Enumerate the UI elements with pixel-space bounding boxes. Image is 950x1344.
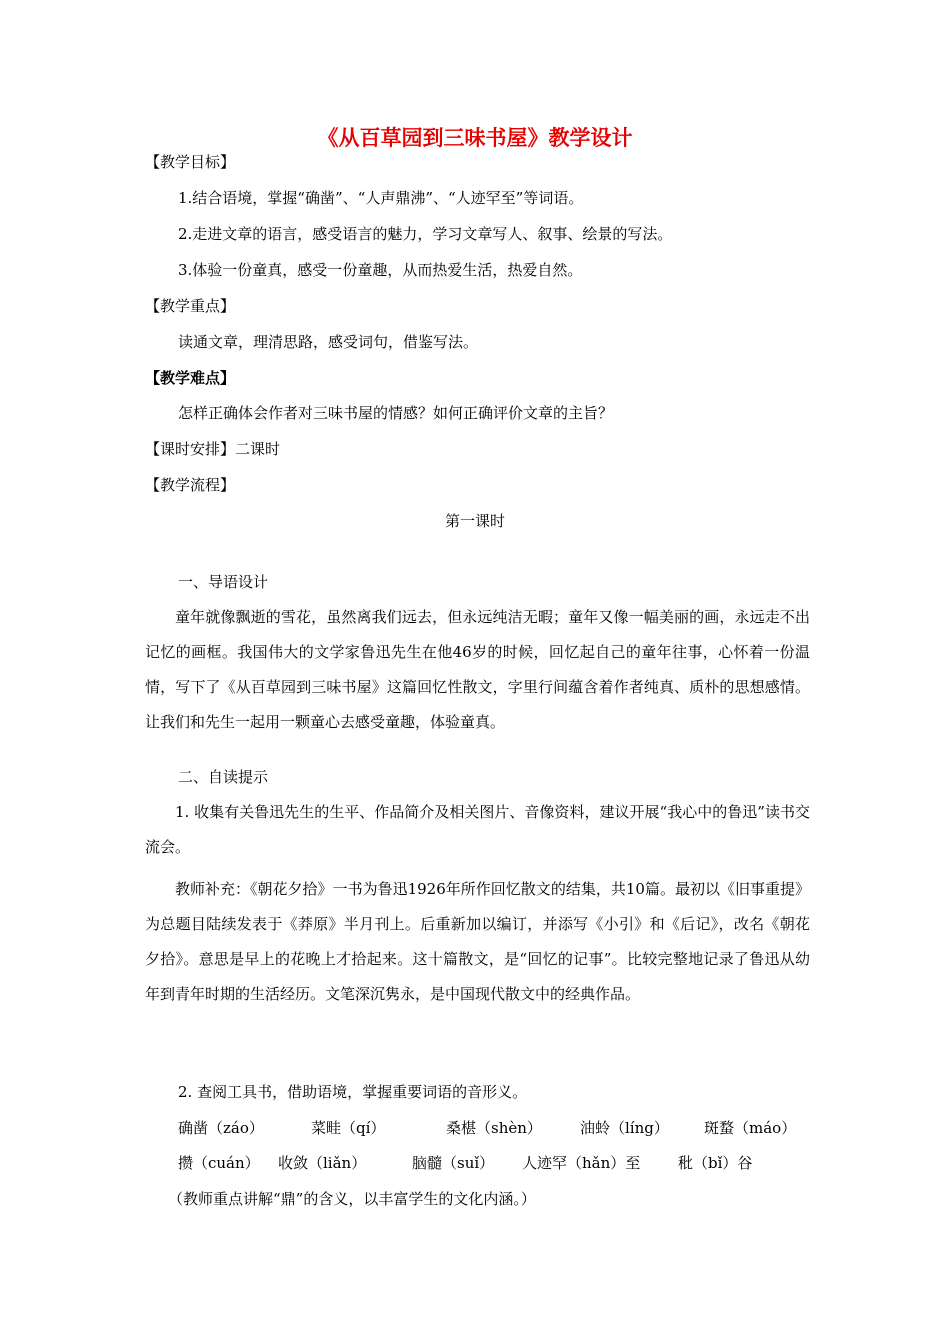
vocab-word: 桑椹（shèn） xyxy=(446,1119,542,1137)
vocab-word: 人迹罕（hǎn）至 xyxy=(522,1154,641,1172)
vocab-word: 秕（bǐ）谷 xyxy=(678,1154,753,1172)
lesson-one-heading: 第一课时 xyxy=(444,512,505,530)
goal-item-3: 3.体验一份童真，感受一份童趣，从而热爱生活，热爱自然。 xyxy=(178,261,583,279)
section1-paragraph xyxy=(145,600,810,740)
schedule-line: 【课时安排】二课时 xyxy=(145,440,281,458)
vocab-word: 油蛉（líng） xyxy=(580,1119,669,1137)
process-heading: 【教学流程】 xyxy=(145,476,236,494)
vocab-word: 斑蝥（máo） xyxy=(704,1119,797,1137)
section2-item1-block xyxy=(145,795,810,865)
section1-heading: 一、导语设计 xyxy=(178,573,269,591)
section2-heading: 二、自读提示 xyxy=(178,768,269,786)
vocab-word: 攒（cuán） xyxy=(178,1154,260,1172)
difficulty-heading: 【教学难点】 xyxy=(145,369,236,387)
goals-heading: 【教学目标】 xyxy=(145,153,236,171)
teacher-focus-note: （教师重点讲解“鼎”的含义，以丰富学生的文化内涵。） xyxy=(168,1190,536,1208)
focus-heading: 【教学重点】 xyxy=(145,297,236,315)
intro-paragraph: 童年就像飘逝的雪花，虽然离我们远去，但永远纯洁无暇；童年又像一幅美丽的画，永远走不出记忆的画框。我国伟大的文学家鲁迅先生在他46岁的时候，回忆起自己的童年往事，心怀着一份温情，写下了《从百草园到三味书屋》这篇回忆性散文，字里行间蕴含着作者纯真、质朴的思想感情。让我们和先生一起用一颗童心去感受童趣，体验童真。 xyxy=(145,608,810,731)
difficulty-text: 怎样正确体会作者对三味书屋的情感？如何正确评价文章的主旨？ xyxy=(178,404,614,422)
teacher-note: 教师补充：《朝花夕拾》一书为鲁迅1926年所作回忆散文的结集，共10篇。最初以《旧事重提》为总题目陆续发表于《莽原》半月刊上。后重新加以编订，并添写《小引》和《后记》，改名《朝花夕拾》。意思是早上的花晚上才拾起来。这十篇散文，是“回忆的记事”。比较完整地记录了鲁迅从幼年到青年时期的生活经历。文笔深沉隽永，是中国现代散文中的经典作品。 xyxy=(145,880,810,1003)
section2-item1: 1. 收集有关鲁迅先生的生平、作品简介及相关图片、音像资料，建议开展“我心中的鲁迅”读书交流会。 xyxy=(145,803,810,856)
vocab-word: 确凿（záo） xyxy=(178,1119,264,1137)
vocab-word: 收敛（liǎn） xyxy=(278,1154,367,1172)
goal-item-2: 2.走进文章的语言，感受语言的魅力，学习文章写人、叙事、绘景的写法。 xyxy=(178,225,673,243)
vocab-word: 脑髓（suǐ） xyxy=(412,1154,495,1172)
focus-text: 读通文章，理清思路，感受词句，借鉴写法。 xyxy=(178,333,479,351)
page-title: 《从百草园到三味书屋》教学设计 xyxy=(317,126,633,150)
section2-item2: 2. 查阅工具书，借助语境，掌握重要词语的音形义。 xyxy=(178,1083,528,1101)
teacher-note-block xyxy=(145,872,810,1012)
goal-item-1: 1.结合语境，掌握“确凿”、“人声鼎沸”、“人迹罕至”等词语。 xyxy=(178,189,584,207)
vocab-word: 菜畦（qí） xyxy=(311,1119,386,1137)
